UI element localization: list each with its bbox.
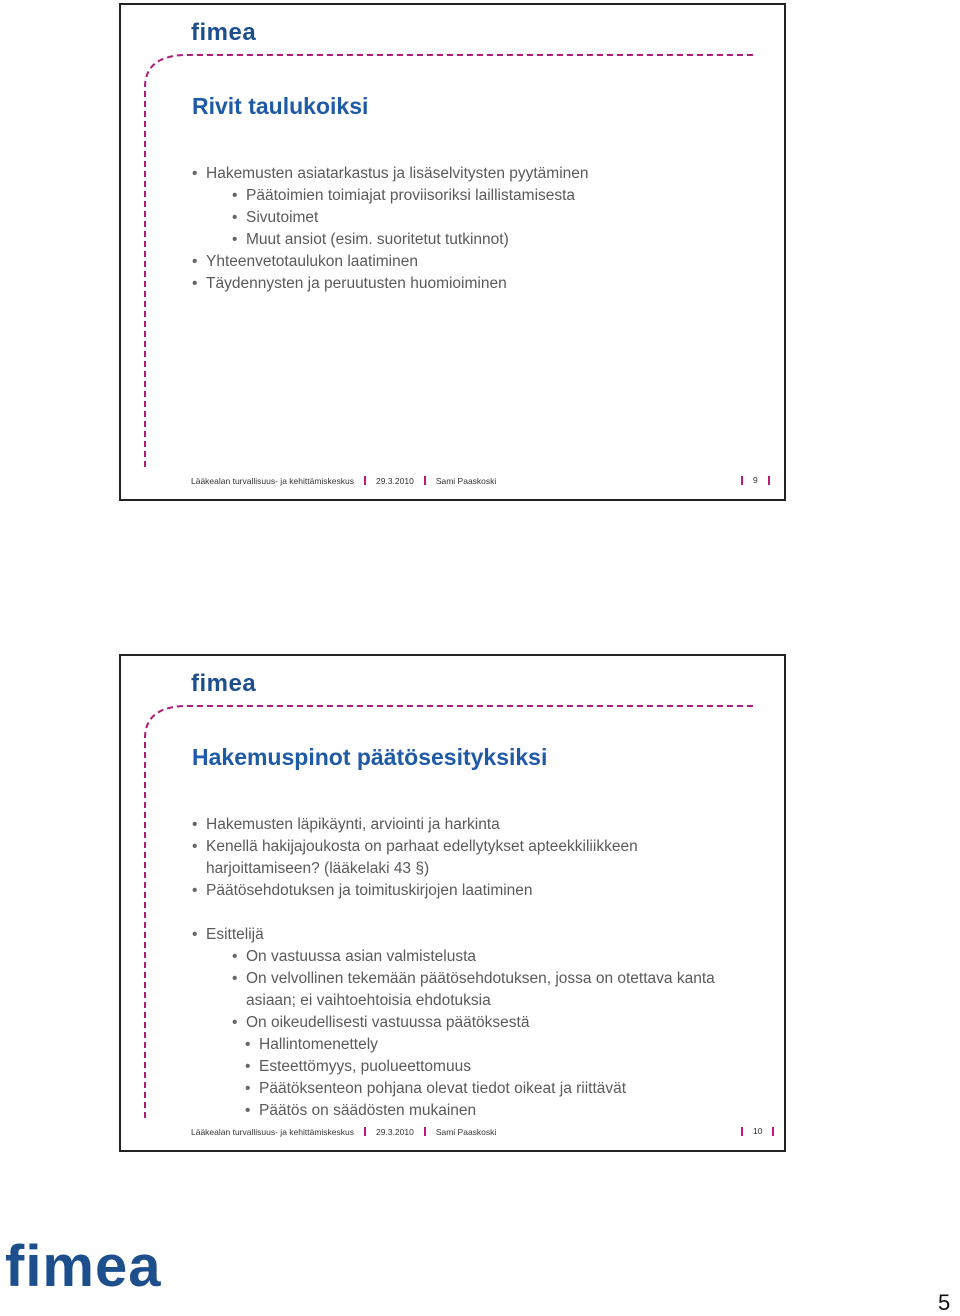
bullet-item: • Sivutoimet xyxy=(232,207,752,229)
footer-date: 29.3.2010 xyxy=(376,1126,414,1137)
bullet-item: • Hakemusten läpikäynti, arviointi ja harkinta xyxy=(192,814,752,836)
slide-footer xyxy=(191,1126,496,1137)
spacer xyxy=(192,902,752,924)
bullet-item: • Yhteenvetotaulukon laatiminen xyxy=(192,251,752,273)
slide-title: Hakemuspinot päätösesityksiksi xyxy=(192,744,548,770)
footer-author: Sami Paaskoski xyxy=(435,475,497,486)
footer-separator xyxy=(768,476,770,485)
bullet-item: • Hakemusten asiatarkastus ja lisäselvitysten pyytäminen xyxy=(192,163,752,185)
bullet-item: • Kenellä hakijajoukosta on parhaat edellytykset apteekkiliikkeen harjoittamiseen? (lääkelaki 43 §) xyxy=(192,836,752,880)
bullet-item: • Esteettömyys, puolueettomuus xyxy=(245,1056,752,1078)
bullet-item: • On vastuussa asian valmistelusta xyxy=(232,946,752,968)
bullet-item: • Hallintomenettely xyxy=(245,1034,752,1056)
fimea-logo: fimea xyxy=(191,670,257,697)
bullet-list xyxy=(192,163,752,295)
slide-footer xyxy=(191,475,496,486)
slide-page-number: 10 xyxy=(731,1126,774,1136)
bullet-item: • On velvollinen tekemään päätösehdotuksen, jossa on otettava kanta asiaan; ei vaihtoehtoisia ehdotuksia xyxy=(232,968,752,1012)
slide-9 xyxy=(119,3,786,501)
bullet-item: • Päätöksenteon pohjana olevat tiedot oikeat ja riittävät xyxy=(245,1078,752,1100)
bullet-list xyxy=(192,814,752,1122)
document-page-number: 5 xyxy=(938,1290,951,1315)
footer-separator xyxy=(364,1127,366,1136)
bullet-item: • Täydennysten ja peruutusten huomioiminen xyxy=(192,273,752,295)
fimea-logo-large: fimea xyxy=(5,1234,162,1299)
slide-page-number: 9 xyxy=(731,475,770,485)
footer-org: Lääkealan turvallisuus- ja kehittämiskeskus xyxy=(191,1126,354,1137)
footer-date: 29.3.2010 xyxy=(376,475,414,486)
footer-org: Lääkealan turvallisuus- ja kehittämiskeskus xyxy=(191,475,354,486)
footer-author: Sami Paaskoski xyxy=(435,1126,497,1137)
bullet-item: • Esittelijä xyxy=(192,924,752,946)
bullet-item: • Päätös on säädösten mukainen xyxy=(245,1100,752,1122)
footer-separator xyxy=(424,1127,426,1136)
bullet-item: • On oikeudellisesti vastuussa päätöksestä xyxy=(232,1012,752,1034)
bullet-item: • Päätösehdotuksen ja toimituskirjojen laatiminen xyxy=(192,880,752,902)
slide-10 xyxy=(119,654,786,1152)
slide-title: Rivit taulukoiksi xyxy=(192,93,369,119)
footer-separator xyxy=(772,1127,774,1136)
footer-separator xyxy=(424,476,426,485)
bullet-item: • Muut ansiot (esim. suoritetut tutkinnot) xyxy=(232,229,752,251)
bullet-item: • Päätoimien toimiajat proviisoriksi laillistamisesta xyxy=(232,185,752,207)
footer-separator xyxy=(364,476,366,485)
footer-separator xyxy=(741,1127,743,1136)
fimea-logo: fimea xyxy=(191,19,257,46)
footer-separator xyxy=(741,476,743,485)
